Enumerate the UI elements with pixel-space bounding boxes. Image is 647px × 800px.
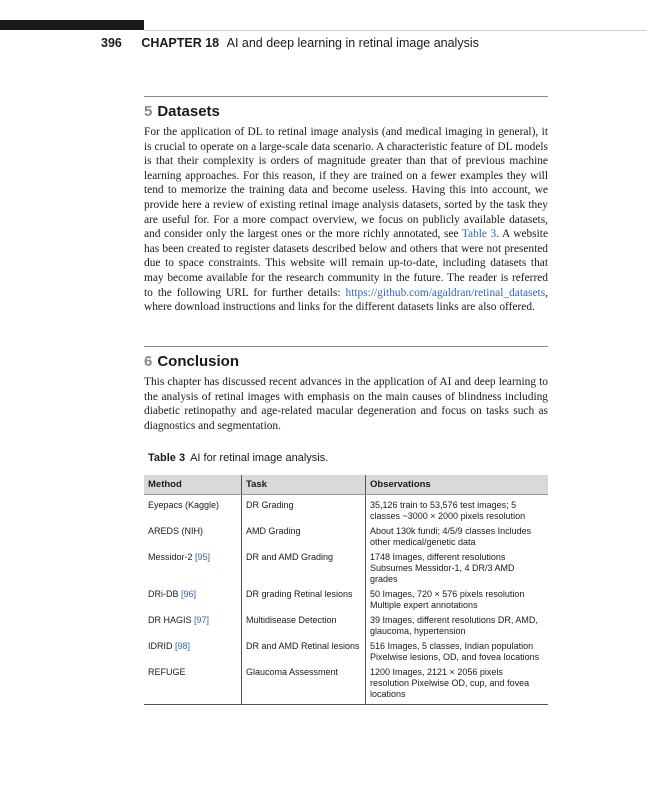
cell-task: Multidisease Detection	[242, 613, 366, 639]
cell-task: DR and AMD Grading	[242, 550, 366, 587]
citation-link[interactable]: [98]	[175, 641, 191, 651]
method-name: Eyepacs (Kaggle)	[148, 500, 220, 510]
section-paragraph	[144, 125, 548, 315]
cell-method	[144, 613, 242, 639]
column-header-observations: Observations	[366, 475, 549, 495]
paragraph-text-1: For the application of DL to retinal image analysis (and medical imaging in general), it is crucial to operate on a large-scale data scenario. A characteristic feature of DL models is that their complexity is orders of magnitude greater than that of previous machine learning approaches. For this reason, if they are trained on a fewer examples they will tend to memorize the training data and become useless. Having this into account, we provide here a review of existing retinal image analysis datasets, sorted by the task they are useful for. For a more compact overview, we focus on publicly available datasets, and consider only the largest ones or the more richly annotated, see	[144, 126, 548, 241]
section-title: Datasets	[157, 103, 220, 120]
column-header-method: Method	[144, 475, 242, 495]
citation-link[interactable]: [97]	[194, 615, 210, 625]
table-row	[144, 665, 548, 705]
cell-observations: 516 Images, 5 classes, Indian population Pixelwise lesions, OD, and fovea locations	[370, 641, 540, 662]
cell-task: AMD Grading	[242, 524, 366, 550]
section-heading	[144, 353, 548, 370]
method-name: Messidor-2	[148, 552, 196, 562]
page-number: 396	[101, 36, 122, 50]
table-header-row	[144, 475, 548, 495]
section-title: Conclusion	[157, 353, 240, 370]
citation-link[interactable]: [96]	[181, 589, 197, 599]
section-datasets	[144, 96, 548, 315]
table-row	[144, 495, 548, 525]
header-rule	[144, 30, 647, 31]
conclusion-paragraph: This chapter has discussed recent advances in the application of AI and deep learning to the analysis of retinal images with emphasis on the main causes of blindness including diabetic retinopathy and age-related macular degeneration and focus on tasks such as diagnostics and segmentation.	[144, 376, 548, 432]
cell-task: DR Grading	[242, 495, 366, 525]
cell-method	[144, 524, 242, 550]
table-label: Table 3	[148, 452, 186, 464]
section-rule	[144, 96, 548, 97]
cell-observations: 1748 Images, different resolutions Subsumes Messidor-1, 4 DR/3 AMD grades	[370, 552, 515, 584]
table-caption-text: AI for retinal image analysis.	[190, 452, 329, 464]
cell-method	[144, 665, 242, 705]
cell-observations: 1200 Images, 2121 × 2056 pixels resolution Pixelwise OD, cup, and fovea locations	[366, 665, 549, 705]
section-rule	[144, 346, 548, 347]
chapter-title: AI and deep learning in retinal image analysis	[226, 36, 479, 50]
method-name: DR HAGIS	[148, 615, 195, 625]
citation-link[interactable]: [95]	[195, 552, 211, 562]
cell-observations: About 130k fundi; 4/5/9 classes Includes other medical/genetic data	[370, 526, 532, 547]
table-row	[144, 524, 548, 550]
method-name: IDRID	[148, 641, 175, 651]
method-name: REFUGE	[148, 667, 186, 677]
cell-method	[144, 495, 242, 525]
section-heading	[144, 103, 548, 120]
cell-observations: 50 Images, 720 × 576 pixels resolution Multiple expert annotations	[370, 589, 525, 610]
cell-method	[144, 550, 242, 587]
table-row	[144, 550, 548, 587]
cell-task: Glaucoma Assessment	[242, 665, 366, 705]
table-row	[144, 639, 548, 665]
method-name: DRi-DB	[148, 589, 181, 599]
running-header	[101, 36, 479, 50]
datasets-url-link[interactable]: https://github.com/agaldran/retinal_datasets	[345, 286, 546, 299]
method-name: AREDS (NIH)	[148, 526, 204, 536]
paragraph-text-2: . A website has been created to register datasets described below and others that were not presented due to space constraints. This website will remain up-to-date, including datasets that may become available for the research community in the future. The reader is referred to the following URL for further details:	[144, 228, 549, 299]
chapter-label: CHAPTER 18	[141, 36, 220, 50]
cell-method	[144, 639, 242, 665]
cell-task: DR grading Retinal lesions	[242, 587, 366, 613]
datasets-table	[144, 475, 548, 705]
cell-observations: 39 Images, different resolutions DR, AMD, glaucoma, hypertension	[370, 615, 538, 636]
section-number: 6	[144, 353, 153, 370]
cell-observations: 35,126 train to 53,576 test images; 5 classes ~3000 × 2000 pixels resolution	[370, 500, 526, 521]
table-caption	[148, 452, 328, 464]
cell-method	[144, 587, 242, 613]
table-row	[144, 587, 548, 613]
table-row	[144, 613, 548, 639]
section-number: 5	[144, 103, 153, 120]
paragraph-text-3: , where download instructions and links for the different datasets links are also offered.	[144, 286, 548, 314]
section-conclusion	[144, 346, 548, 433]
table-reference-link[interactable]: Table 3	[461, 228, 497, 241]
column-header-task: Task	[242, 475, 366, 495]
header-bar	[0, 20, 144, 30]
cell-task: DR and AMD Retinal lesions	[242, 639, 366, 665]
